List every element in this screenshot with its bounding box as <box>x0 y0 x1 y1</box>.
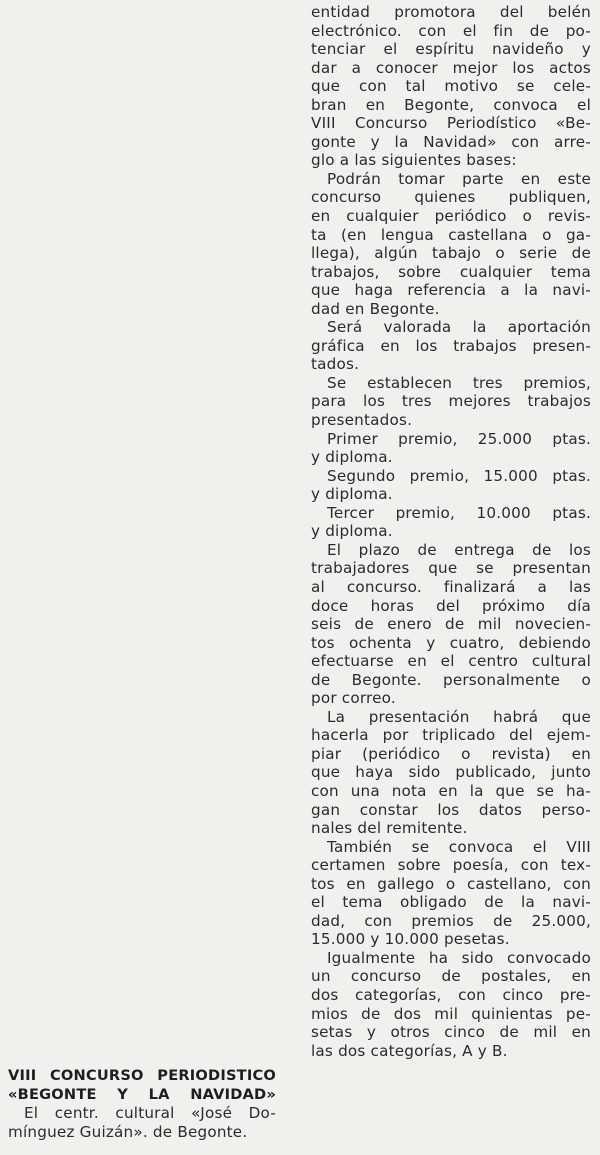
text-line: glo a las siguientes bases: <box>311 151 517 170</box>
article-headline <box>8 1067 276 1104</box>
text-line: Se establecen tres premios, <box>327 373 591 392</box>
text-line: que haga referencia a la navi- <box>311 281 591 300</box>
text-line: Primer premio, 25.000 ptas. <box>327 429 591 448</box>
text-line: La presentación habrá que <box>327 707 591 726</box>
text-line: Será valorada la aportación <box>327 318 591 337</box>
text-line: concurso quienes publiquen, <box>311 188 591 207</box>
text-line: mios de dos mil quinientas pe- <box>311 1004 591 1023</box>
text-line: gan constar los datos perso- <box>311 800 591 819</box>
text-line: dos categorías, con cinco pre- <box>311 985 591 1004</box>
text-line: tados. <box>311 355 360 374</box>
text-line: al concurso. finalizará a las <box>311 577 591 596</box>
text-line: efectuarse en el centro cultural <box>311 652 591 671</box>
text-line: en cualquier periódico o revis- <box>311 207 591 226</box>
text-line: mínguez Guizán». de Begonte. <box>8 1123 248 1141</box>
left-column <box>8 1067 276 1142</box>
text-line: gonte y la Navidad» con arre- <box>311 132 591 151</box>
text-line: bran en Begonte, convoca el <box>311 95 591 114</box>
text-line: un concurso de postales, en <box>311 967 591 986</box>
text-line: dar a conocer mejor los actos <box>311 58 591 77</box>
text-line: entidad promotora del belén <box>311 3 591 21</box>
text-line: y diploma. <box>311 485 393 504</box>
headline-line-2: «BEGONTE Y LA NAVIDAD» <box>8 1085 276 1103</box>
text-line: tos en gallego o castellano, con <box>311 874 591 893</box>
text-line: el tema obligado de la navi- <box>311 893 591 912</box>
text-line: las dos categorías, A y B. <box>311 1041 508 1060</box>
text-line: Tercer premio, 10.000 ptas. <box>327 503 591 522</box>
text-line: setas y otros cinco de mil en <box>311 1023 591 1042</box>
text-line: seis de enero de mil novecien- <box>311 615 591 634</box>
text-line: que haya sido publicado, junto <box>311 763 591 782</box>
text-line: trabajos, sobre cualquier tema <box>311 262 591 281</box>
text-line: con una nota en la que se ha- <box>311 781 591 800</box>
text-line: Igualmente ha sido convocado <box>327 948 591 967</box>
text-line: El plazo de entrega de los <box>327 540 591 559</box>
text-line: Podrán tomar parte en este <box>327 169 591 188</box>
text-line: y diploma. <box>311 522 393 541</box>
text-line: El centr. cultural «José Do- <box>24 1104 276 1122</box>
text-line: llega), algún tabajo o serie de <box>311 244 591 263</box>
text-line: piar (periódico o revista) en <box>311 744 591 763</box>
text-line: nales del remitente. <box>311 819 468 838</box>
text-line: que con tal motivo se cele- <box>311 77 591 96</box>
text-line: presentados. <box>311 411 413 430</box>
text-line: certamen sobre poesía, con tex- <box>311 856 591 875</box>
text-line: hacerla por triplicado del ejem- <box>311 726 591 745</box>
text-line: ta (en lengua castellana o ga- <box>311 225 591 244</box>
left-column-body <box>8 1104 276 1142</box>
text-line: doce horas del próximo día <box>311 596 591 615</box>
text-line: electrónico. con el fin de po- <box>311 21 591 40</box>
text-line: tenciar el espíritu navideño y <box>311 40 591 59</box>
text-line: gráfica en los trabajos presen- <box>311 336 591 355</box>
text-line: También se convoca el VIII <box>327 837 591 856</box>
text-line: tos ochenta y cuatro, debiendo <box>311 633 591 652</box>
text-line: trabajadores que se presentan <box>311 559 591 578</box>
text-line: y diploma. <box>311 448 393 467</box>
headline-line-1: VIII CONCURSO PERIODISTICO <box>8 1067 276 1084</box>
text-line: dad en Begonte. <box>311 299 440 318</box>
text-line: 15.000 y 10.000 pesetas. <box>311 930 510 949</box>
text-line: dad, con premios de 25.000, <box>311 911 591 930</box>
text-line: VIII Concurso Periodístico «Be- <box>311 114 591 133</box>
text-line: para los tres mejores trabajos <box>311 392 591 411</box>
right-column <box>311 3 591 1060</box>
text-line: por correo. <box>311 689 396 708</box>
text-line: Segundo premio, 15.000 ptas. <box>327 466 591 485</box>
text-line: de Begonte. personalmente o <box>311 670 591 689</box>
